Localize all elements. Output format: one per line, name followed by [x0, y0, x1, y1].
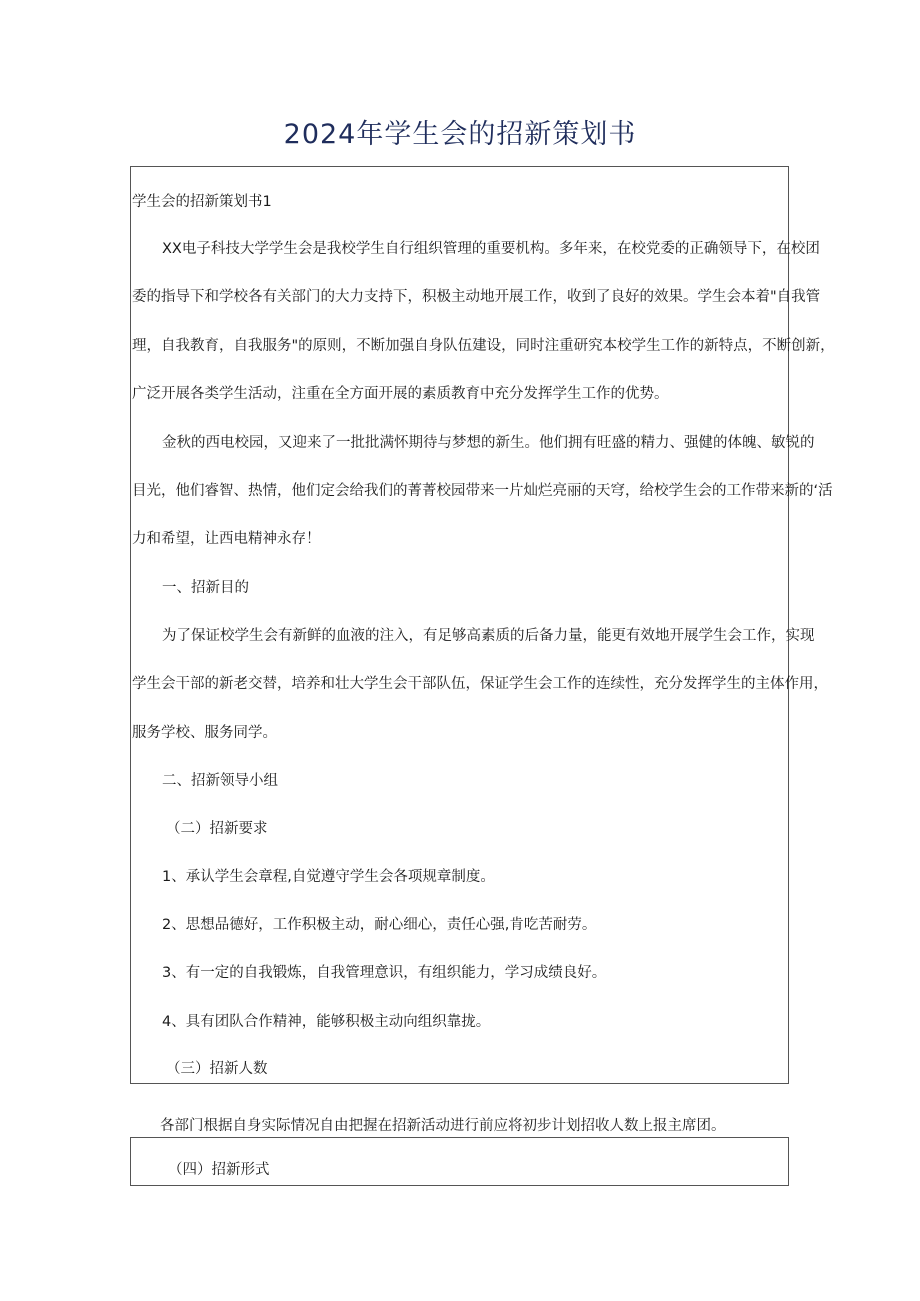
section-heading-1: 一、招新目的 [162, 580, 249, 596]
para2-line3: 力和希望，让西电精神永存！ [132, 531, 321, 547]
subsection-2: （二）招新要求 [166, 821, 268, 837]
para1-line1: XX电子科技大学学生会是我校学生自行组织管理的重要机构。多年来，在校党委的正确领导下，在校团 [162, 241, 820, 257]
para3-line2: 学生会干部的新老交替，培养和壮大学生会干部队伍，保证学生会工作的连续性，充分发挥学生的主体作用， [132, 676, 828, 692]
para1-line2: 委的指导下和学校各有关部门的大力支持下，积极主动地开展工作，收到了良好的效果。学生会本着"自我管 [132, 289, 821, 305]
content-box-2 [130, 1137, 789, 1186]
requirement-2: 2、思想品德好，工作积极主动，耐心细心，责任心强,肯吃苦耐劳。 [162, 917, 597, 933]
content-box [130, 166, 835, 1084]
document-title: 2024年学生会的招新策划书 [283, 119, 637, 150]
quota-note: 各部门根据自身实际情况自由把握在招新活动进行前应将初步计划招收人数上报主席团。 [160, 1118, 726, 1134]
section-heading-2: 二、招新领导小组 [162, 773, 278, 789]
para1-line4: 广泛开展各类学生活动，注重在全方面开展的素质教育中充分发挥学生工作的优势。 [132, 386, 669, 402]
requirement-3: 3、有一定的自我锻炼，自我管理意识，有组织能力，学习成绩良好。 [162, 965, 607, 981]
subsection-3: （三）招新人数 [166, 1061, 268, 1077]
doc-heading: 学生会的招新策划书1 [132, 194, 272, 210]
para2-line1: 金秋的西电校园，又迎来了一批批满怀期待与梦想的新生。他们拥有旺盛的精力、强健的体魄、敏锐的 [162, 435, 815, 451]
para3-line3: 服务学校、服务同学。 [132, 725, 277, 741]
subsection-4: （四）招新形式 [168, 1162, 270, 1178]
requirement-1: 1、承认学生会章程,自觉遵守学生会各项规章制度。 [162, 869, 495, 885]
para3-line1: 为了保证校学生会有新鲜的血液的注入，有足够高素质的后备力量，能更有效地开展学生会工作，实现 [162, 628, 815, 644]
para1-line3: 理，自我教育，自我服务"的原则，不断加强自身队伍建设，同时注重研究本校学生工作的新特点，不断创新， [132, 338, 835, 354]
requirement-4: 4、具有团队合作精神，能够积极主动向组织靠拢。 [162, 1014, 491, 1030]
para2-line2: 目光，他们睿智、热情，他们定会给我们的菁菁校园带来一片灿烂亮丽的天穹，给校学生会的工作带来新的‘活 [132, 483, 833, 499]
